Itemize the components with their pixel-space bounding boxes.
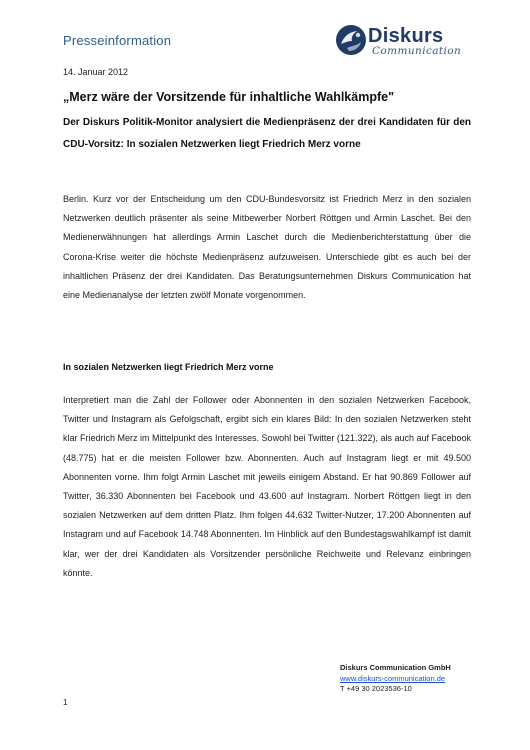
document-label: Presseinformation xyxy=(63,33,172,48)
logo-wordmark: Diskurs xyxy=(368,25,444,47)
section-heading: In sozialen Netzwerken liegt Friedrich Merz vorne xyxy=(63,362,274,372)
logo-subtitle: Communication xyxy=(372,45,462,57)
headline: „Merz wäre der Vorsitzende für inhaltliche Wahlkämpfe" xyxy=(63,90,394,104)
footer-website-link[interactable]: www.diskurs-communication.de xyxy=(340,673,446,683)
body-paragraph-intro: Berlin. Kurz vor der Entscheidung um den CDU-Bundesvorsitz ist Friedrich Merz in den sozialen Netzwerken deutlich präsenter als seine Mitbewerber Norbert Röttgen und Armin Laschet. Bei den Medienerwähnungen hat allerdings Armin Laschet durch die Medienberichterstattung über die Corona-Krise weiter die höchste Medienpräsenz aufzuweisen. Unterschiede gibt es auch bei der inhaltlichen Präsenz der drei Kandidaten. Das Beratungsunternehmen Diskurs Communication hat eine Medienanalyse der letzten zwölf Monate vorgenommen. xyxy=(63,194,471,301)
footer-phone: T +49 30 2023536-10 xyxy=(340,684,412,693)
footer-company: Diskurs Communication GmbH xyxy=(340,663,451,672)
globe-icon xyxy=(335,24,367,56)
body-paragraph-social: Interpretiert man die Zahl der Follower oder Abonnenten in den sozialen Netzwerken Facebook, Twitter und Instagram als Gefolgschaft, ergibt sich ein klares Bild: In den sozialen Netzwerken steht klar Friedrich Merz im Mittelpunkt des Interesses. Sowohl bei Twitter (121.322), als auch auf Facebook (48.775) hat er die meisten Follower bzw. Abonnenten. Auch auf Instagram liegt er mit 49.500 Abonnenten vorne. Ihm folgt Armin Laschet mit jeweils einigem Abstand. Er hat 90.869 Follower auf Twitter, 36.330 Abonnenten bei Facebook und 43.600 auf Instagram. Norbert Röttgen liegt in den sozialen Netzwerken auf dem dritten Platz. Ihm folgen 44.632 Twitter-Nutzer, 17.200 Abonnenten auf Instagram und auf Facebook 14.748 Abonnenten. Im Hinblick auf den Bundestagswahlkampf ist damit klar, wer der drei Kandidaten als Vorsitzender persönliche Reichweite und Relevanz einbringen könnte. xyxy=(63,395,472,578)
page-number: 1 xyxy=(63,698,68,707)
subheadline: Der Diskurs Politik-Monitor analysiert die Medienpräsenz der drei Kandidaten für den CDU-Vorsitz: In sozialen Netzwerken liegt Friedrich Merz vorne xyxy=(63,117,471,150)
release-date: 14. Januar 2012 xyxy=(63,67,129,77)
footer-contact xyxy=(340,663,451,695)
company-logo xyxy=(335,24,505,58)
